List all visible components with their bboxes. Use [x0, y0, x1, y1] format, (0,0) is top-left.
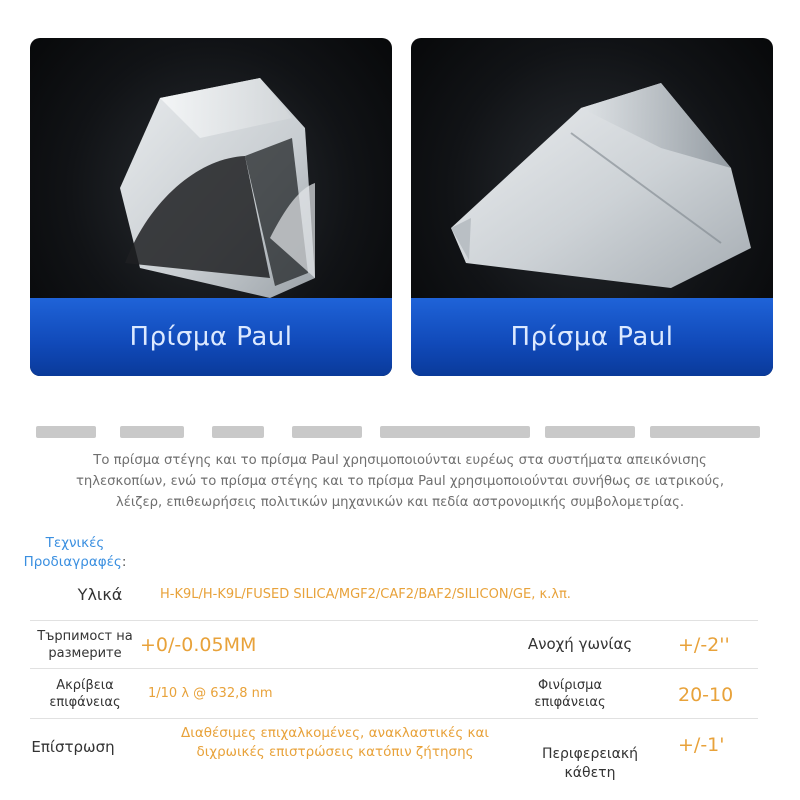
perpendicularity-label: [530, 745, 650, 783]
coating-value: [160, 724, 510, 762]
dimension-tolerance-label-line1: Търпимост на: [37, 629, 133, 644]
angle-tolerance-label: Ανοχή γωνίας: [527, 635, 633, 653]
cropped-text-strip: [30, 424, 770, 440]
dimension-tolerance-label-line2: размерите: [48, 646, 122, 661]
product-card-right: [411, 38, 773, 376]
surface-finish-value: 20-10: [678, 684, 734, 706]
intro-paragraph: [20, 450, 780, 513]
coating-label: Επίστρωση: [31, 738, 115, 756]
specs-heading-line2: Προδιαγραφές: [23, 554, 122, 570]
card-title: Πρίσμα Paul: [129, 322, 293, 352]
surface-accuracy-label-line1: Ακρίβεια: [56, 678, 114, 693]
specs-heading-line1: Τεχνικές: [45, 535, 105, 551]
perpendicularity-label-line1: Περιφερειακή: [541, 746, 639, 762]
surface-finish-label: [510, 677, 630, 711]
coating-value-line2: διχρωικές επιστρώσεις κατόπιν ζήτησης: [196, 744, 474, 760]
row-divider: [30, 620, 758, 621]
dimension-tolerance-value: +0/-0.05MM: [140, 634, 257, 656]
row-divider: [30, 718, 758, 719]
perpendicularity-label-line2: κάθετη: [564, 765, 616, 781]
specs-heading-colon: :: [121, 554, 127, 570]
angle-tolerance-value: +/-2'': [678, 634, 730, 656]
materials-label: Υλικά: [77, 585, 123, 604]
card-title-banner: [411, 298, 773, 376]
surface-finish-label-line1: Φινίρισμα: [537, 678, 603, 693]
surface-finish-label-line2: επιφάνειας: [534, 695, 606, 710]
intro-line: Το πρίσμα στέγης και το πρίσμα Paul χρησιμοποιούνται ευρέως στα συστήματα απεικόνισης: [93, 453, 707, 468]
coating-value-line1: Διαθέσιμες επιχαλκομένες, ανακλαστικές και: [181, 725, 489, 741]
surface-accuracy-value: 1/10 λ @ 632,8 nm: [148, 686, 273, 701]
prism-illustration-right: [411, 38, 773, 298]
card-title: Πρίσμα Paul: [510, 322, 674, 352]
card-title-banner: [30, 298, 392, 376]
prism-illustration-left: [30, 38, 392, 298]
intro-line: τηλεσκοπίων, ενώ το πρίσμα στέγης και το πρίσμα Paul χρησιμοποιούνται συνήθως σε ιατρικούς,: [75, 474, 725, 489]
row-divider: [30, 668, 758, 669]
product-card-left: [30, 38, 392, 376]
intro-line: λέιζερ, επιθεωρήσεις πολιτικών μηχανικών και πεδία αστρονομικής συμβολομετρίας.: [115, 495, 685, 510]
surface-accuracy-label: [25, 677, 145, 711]
perpendicularity-value: +/-1': [678, 734, 725, 756]
materials-value: H-K9L/H-K9L/FUSED SILICA/MGF2/CAF2/BAF2/SILICON/GE, κ.λπ.: [160, 587, 571, 602]
surface-accuracy-label-line2: επιφάνειας: [49, 695, 121, 710]
specs-heading: [10, 534, 140, 572]
dimension-tolerance-label: [25, 628, 145, 662]
